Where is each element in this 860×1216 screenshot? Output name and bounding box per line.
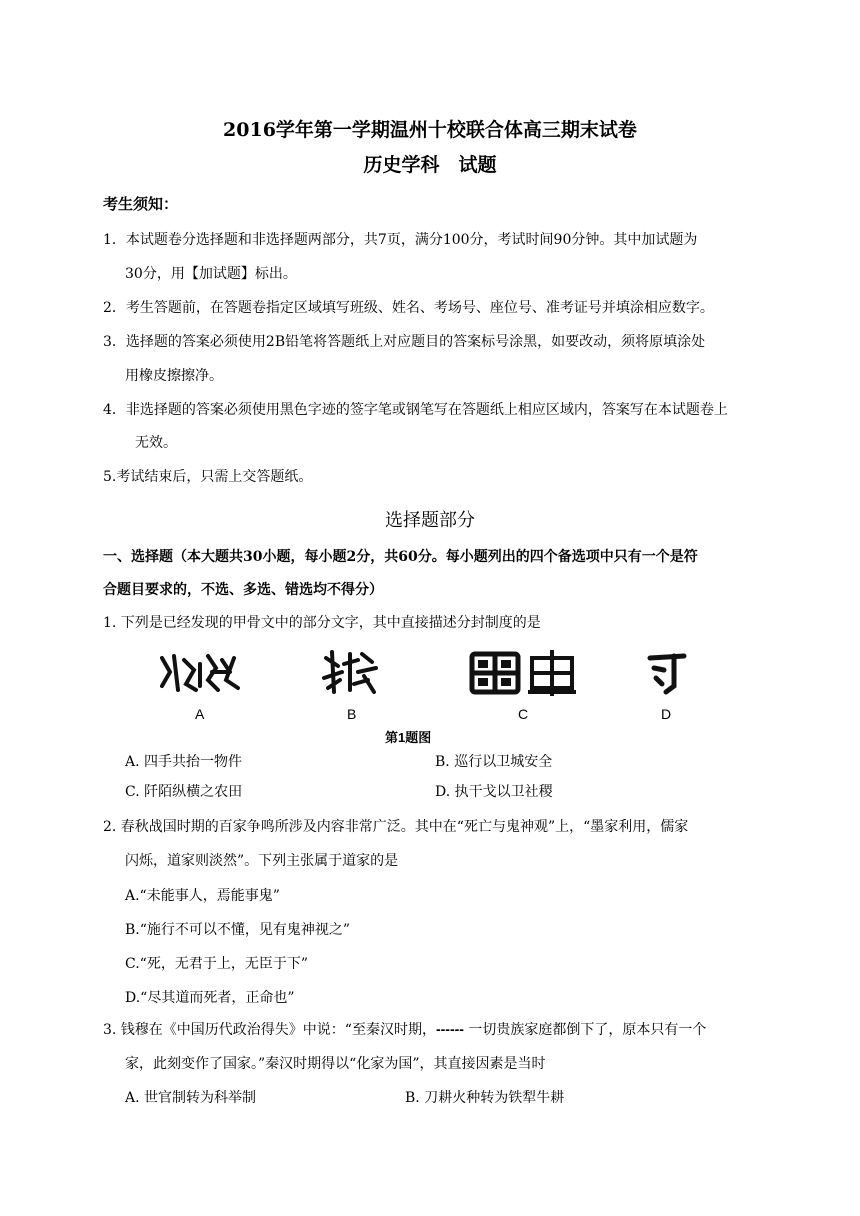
notice-item-3: 3．选择题的答案必须使用2B铅笔将答题纸上对应题目的答案标号涂黑，如要改动，须将原填涂处	[103, 334, 706, 350]
q1-label-d: D	[661, 706, 672, 722]
q2-option-a: A.“未能事人，焉能事鬼”	[125, 888, 280, 904]
notice-item-1: 1．本试题卷分选择题和非选择题两部分，共7页，满分100分，考试时间90分钟。其中加试题为	[103, 232, 698, 248]
exam-subtitle: 历史学科 试题	[363, 154, 497, 176]
oracle-glyph-a-icon	[156, 650, 246, 696]
q1-label-c: C	[518, 706, 529, 722]
q2-option-d: D.“尽其道而死者，正命也”	[125, 990, 295, 1006]
q3-stem-cont: 家，此刻变作了国家。”秦汉时期得以“化家为国”，其直接因素是当时	[125, 1056, 546, 1072]
notice-item-2: 2．考生答题前，在答题卷指定区域填写班级、姓名、考场号、座位号、准考证号并填涂相应数字。	[103, 300, 714, 316]
q2-option-c: C.“死，无君于上，无臣于下”	[125, 956, 308, 972]
q2-stem: 2. 春秋战国时期的百家争鸣所涉及内容非常广泛。其中在“死亡与鬼神观”上，“墨家利用，儒家	[103, 819, 689, 835]
notice-item-4: 4．非选择题的答案必须使用黑色字迹的签字笔或钢笔写在答题纸上相应区域内，答案写在本试题卷上	[103, 402, 728, 418]
notice-item-5: 5.考试结束后，只需上交答题纸。	[103, 469, 313, 485]
section-title: 选择题部分	[385, 510, 475, 531]
oracle-glyph-c-icon	[468, 648, 580, 698]
oracle-glyph-b-icon	[322, 648, 380, 696]
q3-stem-part2: 一切贵族家庭都倒下了，原本只有一个	[463, 1022, 707, 1038]
q1-label-b: B	[347, 706, 357, 722]
q1-figure	[150, 644, 710, 744]
q1-stem: 1. 下列是已经发现的甲骨文中的部分文字，其中直接描述分封制度的是	[103, 615, 541, 631]
notice-item-3-cont: 用橡皮擦擦净。	[125, 368, 223, 384]
q1-option-b: B. 巡行以卫城安全	[435, 754, 553, 770]
section-instructions: 一、选择题（本大题共30小题，每小题2分，共60分。每小题列出的四个备选项中只有一个是符	[103, 549, 698, 565]
q1-option-c: C. 阡陌纵横之农田	[125, 784, 243, 800]
q1-option-a: A. 四手共抬一物件	[125, 754, 243, 770]
q3-option-b: B. 刀耕火种转为铁犁牛耕	[405, 1090, 565, 1106]
q3-option-a: A. 世官制转为科举制	[125, 1090, 257, 1106]
q1-option-d: D. 执干戈以卫社稷	[435, 784, 553, 800]
section-instructions-cont: 合题目要求的，不选、多选、错选均不得分）	[103, 582, 383, 598]
q2-stem-cont: 闪烁，道家则淡然”。下列主张属于道家的是	[125, 853, 399, 869]
notice-heading: 考生须知：	[103, 195, 179, 213]
notice-item-1-cont: 30分，用【加试题】标出。	[125, 266, 297, 282]
q1-figure-caption: 第1题图	[385, 730, 432, 745]
q1-label-a: A	[195, 706, 205, 722]
q3-stem-part1: 3. 钱穆在《中国历代政治得失》中说：“至秦汉时期，	[103, 1022, 436, 1038]
q2-option-b: B.“施行不可以不懂，见有鬼神视之”	[125, 922, 351, 938]
exam-title: 2016学年第一学期温州十校联合体高三期末试卷	[223, 119, 637, 141]
notice-item-4-cont: 无效。	[135, 435, 177, 451]
oracle-glyph-d-icon	[646, 648, 688, 696]
q3-stem-dash: ------	[435, 1021, 464, 1037]
q3-stem	[103, 1019, 706, 1039]
